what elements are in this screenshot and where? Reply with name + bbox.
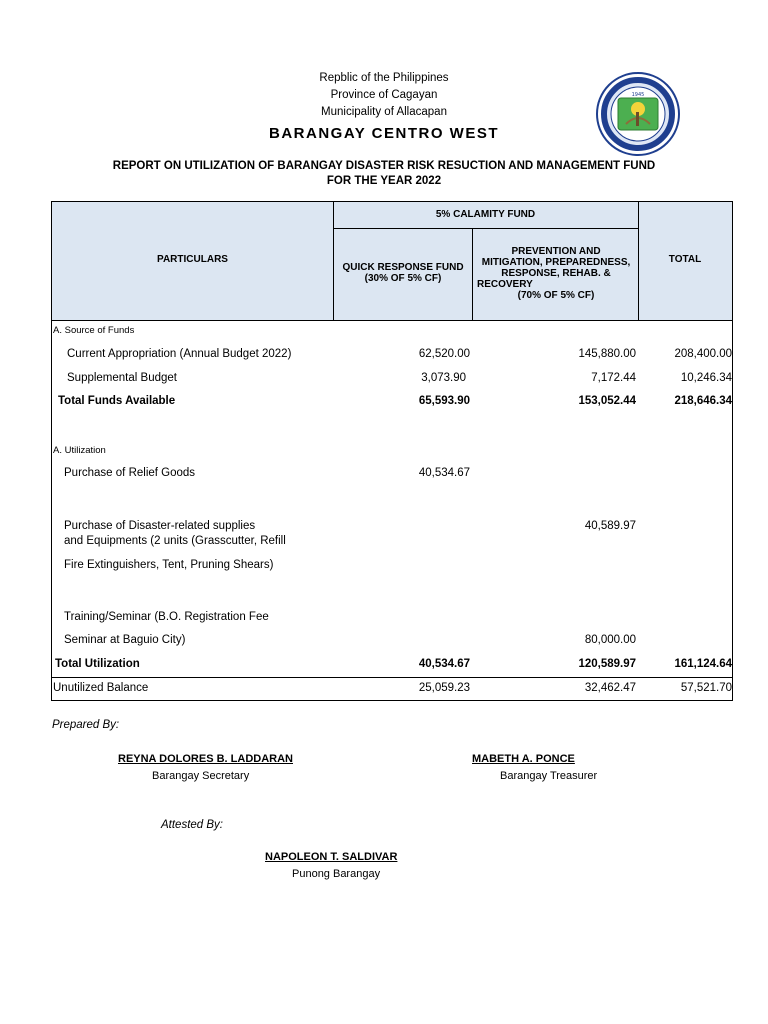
row-supplies-label-1: Purchase of Disaster-related supplies <box>64 520 256 532</box>
report-year: FOR THE YEAR 2022 <box>326 175 442 187</box>
row-total-utilization-qrf: 40,534.67 <box>418 658 470 670</box>
secretary-title: Barangay Secretary <box>152 770 250 782</box>
fund-utilization-table <box>51 201 733 701</box>
col-header-quick-response: QUICK RESPONSE FUND (30% OF 5% CF) <box>342 262 464 284</box>
prepared-by-label: Prepared By: <box>52 719 120 731</box>
row-total-funds-qrf: 65,593.90 <box>418 395 470 407</box>
col-header-prevention-4: RECOVERY <box>477 279 533 290</box>
row-total-utilization-label: Total Utilization <box>55 658 140 670</box>
row-supplies-prev: 40,589.97 <box>584 520 636 532</box>
col-header-prevention-5: (70% OF 5% CF) <box>517 290 595 301</box>
attested-by-label: Attested By: <box>161 819 224 831</box>
row-unutilized-label: Unutilized Balance <box>53 682 149 694</box>
section-source-of-funds: A. Source of Funds <box>53 325 135 336</box>
col-header-prevention-1: PREVENTION AND <box>511 246 601 257</box>
row-training-prev: 80,000.00 <box>584 634 636 646</box>
row-supplemental-prev: 7,172.44 <box>591 372 636 384</box>
row-supplemental-total: 10,246.34 <box>680 372 732 384</box>
seal-year: 1945 <box>631 92 645 98</box>
row-total-funds-total: 218,646.34 <box>674 395 732 407</box>
row-supplemental-label: Supplemental Budget <box>67 372 177 384</box>
row-supplemental-qrf: 3,073.90 <box>421 372 466 384</box>
row-relief-goods-label: Purchase of Relief Goods <box>64 467 196 479</box>
row-current-appropriation-total: 208,400.00 <box>674 348 732 360</box>
row-total-utilization-total: 161,124.64 <box>674 658 732 670</box>
row-supplies-label-3: Fire Extinguishers, Tent, Pruning Shears) <box>64 559 274 571</box>
col-header-prevention-3: RESPONSE, REHAB. & <box>501 268 611 279</box>
row-training-label-1: Training/Seminar (B.O. Registration Fee <box>64 611 269 623</box>
treasurer-name: MABETH A. PONCE <box>472 753 575 765</box>
row-total-utilization-prev: 120,589.97 <box>578 658 636 670</box>
section-utilization: A. Utilization <box>53 445 106 456</box>
secretary-name: REYNA DOLORES B. LADDARAN <box>118 753 293 765</box>
row-current-appropriation-prev: 145,880.00 <box>578 348 636 360</box>
col-header-particulars: PARTICULARS <box>157 254 228 265</box>
row-unutilized-qrf: 25,059.23 <box>418 682 470 694</box>
barangay-seal-logo <box>596 72 680 156</box>
report-title: REPORT ON UTILIZATION OF BARANGAY DISASTER RISK RESUCTION AND MANAGEMENT FUND <box>112 160 656 172</box>
captain-title: Punong Barangay <box>292 868 381 880</box>
header-province: Province of Cagayan <box>330 89 438 101</box>
treasurer-title: Barangay Treasurer <box>500 770 598 782</box>
header-republic: Repblic of the Philippines <box>319 72 449 84</box>
row-current-appropriation-qrf: 62,520.00 <box>418 348 470 360</box>
row-total-funds-prev: 153,052.44 <box>578 395 636 407</box>
captain-name: NAPOLEON T. SALDIVAR <box>265 851 398 863</box>
row-total-funds-label: Total Funds Available <box>58 395 176 407</box>
row-unutilized-total: 57,521.70 <box>680 682 732 694</box>
row-training-label-2: Seminar at Baguio City) <box>64 634 186 646</box>
col-header-total: TOTAL <box>668 254 702 265</box>
row-relief-goods-qrf: 40,534.67 <box>418 467 470 479</box>
row-supplies-label-2: and Equipments (2 units (Grasscutter, Refill <box>64 535 286 547</box>
col-header-calamity-fund: 5% CALAMITY FUND <box>435 209 536 220</box>
row-current-appropriation-label: Current Appropriation (Annual Budget 2022) <box>67 348 292 360</box>
barangay-name: BARANGAY CENTRO WEST <box>268 125 500 142</box>
col-header-prevention-2: MITIGATION, PREPAREDNESS, <box>481 257 631 268</box>
header-municipality: Municipality of Allacapan <box>321 106 447 118</box>
row-unutilized-prev: 32,462.47 <box>584 682 636 694</box>
